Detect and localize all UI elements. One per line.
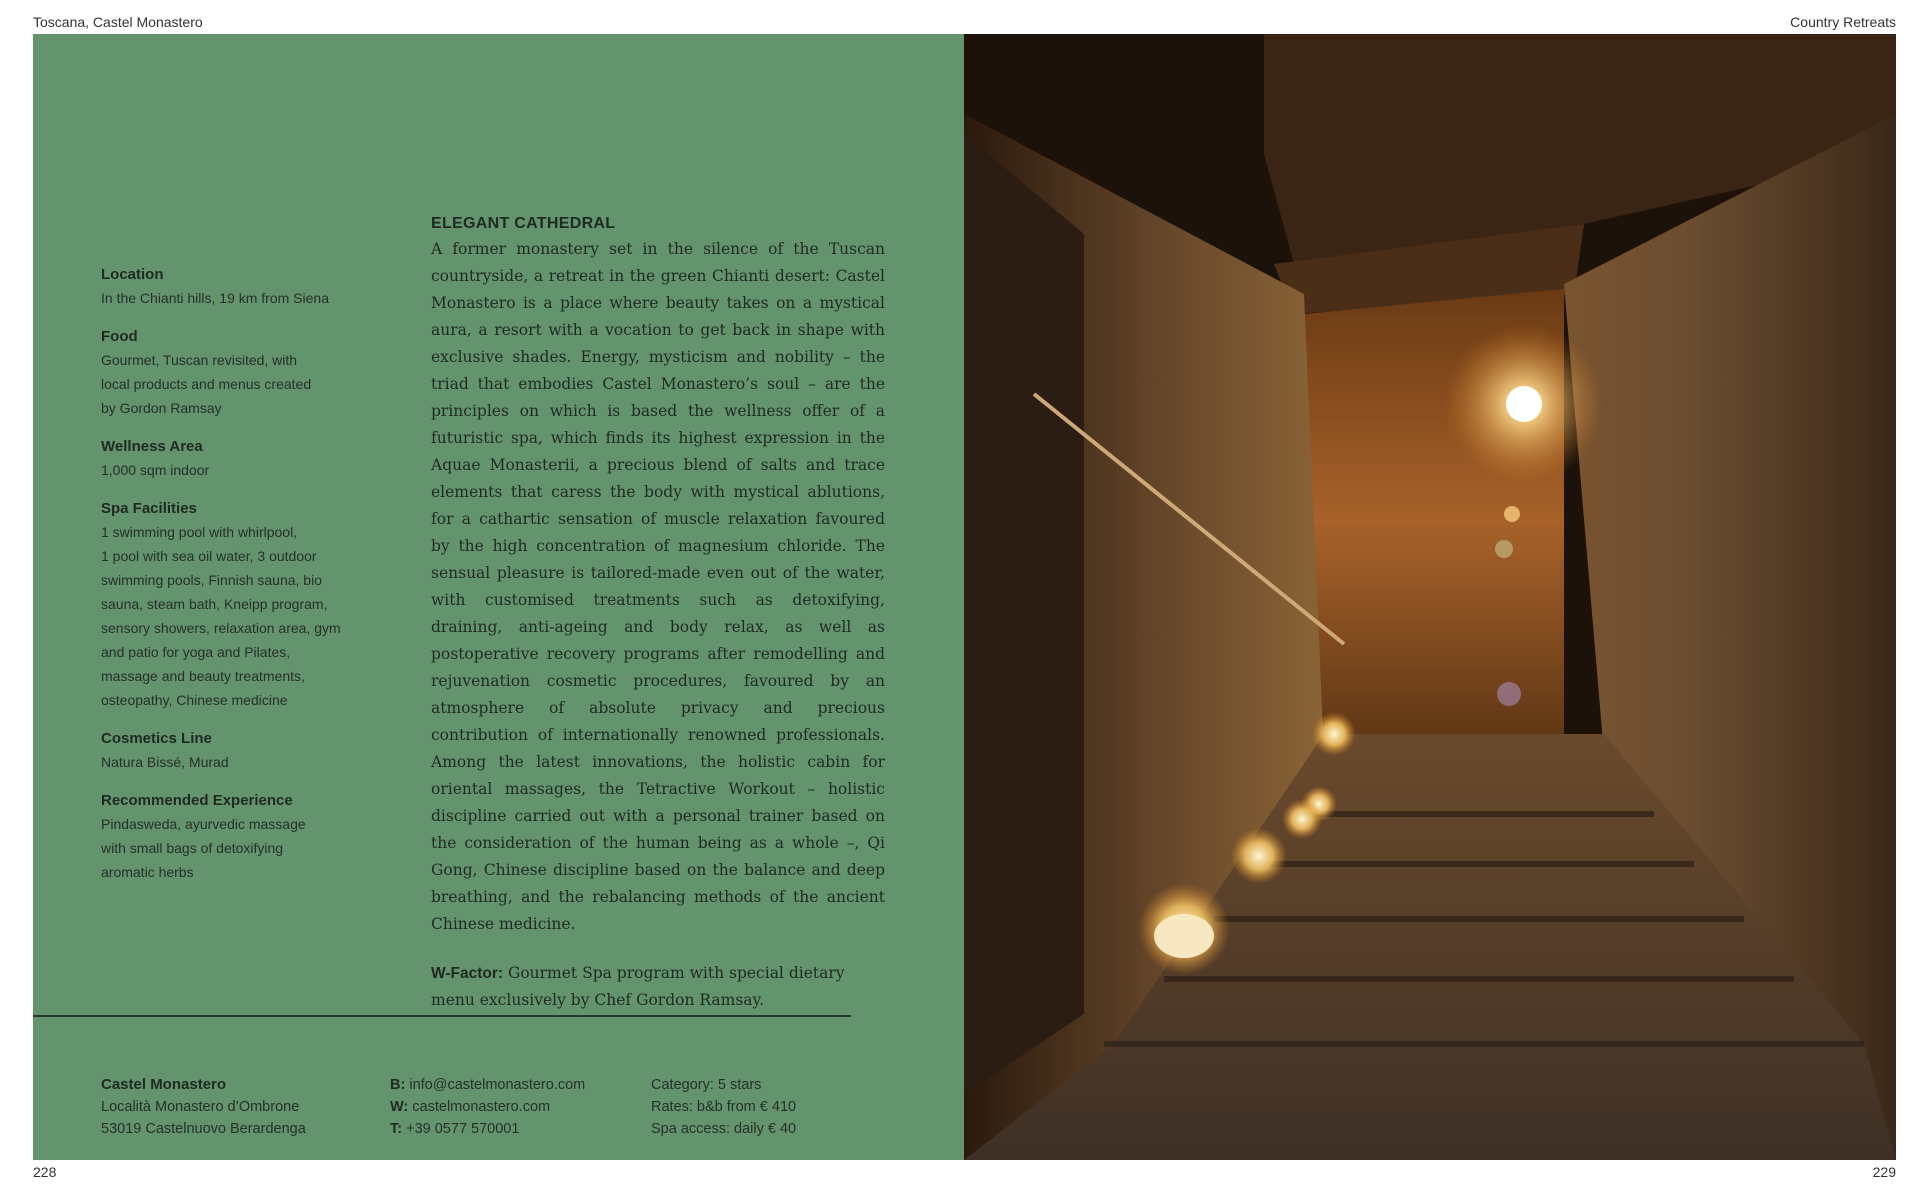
- website-label: W:: [390, 1099, 409, 1115]
- address-line: Località Monastero d’Ombrone: [101, 1099, 300, 1115]
- website-line: [390, 1096, 630, 1118]
- fact-label: Cosmetics Line: [101, 730, 212, 747]
- fact-text: Gourmet, Tuscan revisited, with local products and menus created by Gordon Ramsay: [101, 352, 312, 416]
- fact-wellness-area: [101, 436, 351, 482]
- candle: [1231, 828, 1287, 884]
- website-link[interactable]: castelmonastero.com: [408, 1099, 551, 1115]
- spa-access: Spa access: daily € 40: [651, 1121, 797, 1137]
- w-factor-label: W-Factor:: [431, 965, 504, 982]
- article-title: ELEGANT CATHEDRAL: [431, 215, 616, 232]
- fact-label: Spa Facilities: [101, 500, 197, 517]
- running-head-left: Toscana, Castel Monastero: [33, 14, 203, 30]
- rates: Rates: b&b from € 410: [651, 1099, 797, 1115]
- contact-rates: [651, 1074, 871, 1140]
- fact-spa-facilities: [101, 498, 351, 712]
- phone-label: T:: [390, 1121, 403, 1137]
- article: [431, 212, 885, 1014]
- running-head-right: Country Retreats: [1790, 14, 1896, 30]
- fact-label: Location: [101, 266, 164, 283]
- w-factor: [431, 960, 885, 1014]
- phone-line: [390, 1118, 630, 1140]
- phone-number: +39 0577 570001: [402, 1121, 520, 1137]
- contact-details: [390, 1074, 630, 1140]
- fact-food: [101, 326, 351, 420]
- fact-text: 1,000 sqm indoor: [101, 462, 210, 478]
- candle: [1312, 712, 1356, 756]
- fact-text: In the Chianti hills, 19 km from Siena: [101, 290, 329, 306]
- fact-location: [101, 264, 351, 310]
- fact-recommended-experience: [101, 790, 351, 884]
- info-panel: [33, 34, 964, 1160]
- divider: [33, 1015, 851, 1017]
- fact-text: 1 swimming pool with whirlpool, 1 pool with sea oil water, 3 outdoor swimming pools, Finnish sauna, bio sauna, steam bath, Kneipp program, sensory showers, relaxation area, gym and patio for yoga and Pilates, massage and beauty treatments, osteopathy, Chinese medicine: [101, 524, 341, 708]
- fact-label: Food: [101, 328, 138, 345]
- stairway-photo: [964, 34, 1896, 1160]
- contact-address: [101, 1074, 341, 1140]
- candle: [1282, 799, 1322, 839]
- hotel-name: Castel Monastero: [101, 1076, 227, 1093]
- w-factor-text: Gourmet Spa program with special dietary menu exclusively by Chef Gordon Ramsay.: [431, 964, 845, 1009]
- facts-sidebar: [101, 264, 351, 900]
- category: Category: 5 stars: [651, 1077, 762, 1093]
- email-label: B:: [390, 1077, 406, 1093]
- page-number-right: 229: [1872, 1164, 1896, 1180]
- fact-label: Recommended Experience: [101, 792, 293, 809]
- fact-text: Natura Bissé, Murad: [101, 754, 229, 770]
- page-number-left: 228: [33, 1164, 57, 1180]
- email-line: [390, 1074, 630, 1096]
- fact-text: Pindasweda, ayurvedic massage with small bags of detoxifying aromatic herbs: [101, 816, 306, 880]
- article-body: A former monastery set in the silence of the Tuscan countryside, a retreat in the green Chianti desert: Castel Monastero is a place where beauty takes on a mystical aura, a resort with a vocation to get back in shape with exclusive shades. Energy, mysticism and nobility – the triad that embodies Castel Monastero’s soul – are the principles on which is based the wellness offer of a futuristic spa, which finds its highest expression in the Aquae Monasterii, a precious blend of salts and trace elements that caress the body with mystical ablutions, for a cathartic sensation of muscle relaxation favoured by the high concentration of magnesium chloride. The sensual pleasure is tailored-made even out of the water, with customised treatments such as detoxifying, draining, anti-ageing and body relax, as well as postoperative recovery programs after remodelling and rejuvenation cosmetic procedures, favoured by an atmosphere of absolute privacy and precious contribution of internationally renowned professionals. Among the latest innovations, the holistic cabin for oriental massages, the Tetractive Workout – holistic discipline carried out with a personal trainer based on the consideration of the human being as a whole –, Qi Gong, Chinese discipline based on the balance and deep breathing, and the rebalancing methods of the ancient Chinese medicine.: [431, 240, 885, 933]
- fact-cosmetics-line: [101, 728, 351, 774]
- email-link[interactable]: info@castelmonastero.com: [405, 1077, 586, 1093]
- address-line: 53019 Castelnuovo Berardenga: [101, 1121, 306, 1137]
- fact-label: Wellness Area: [101, 438, 203, 455]
